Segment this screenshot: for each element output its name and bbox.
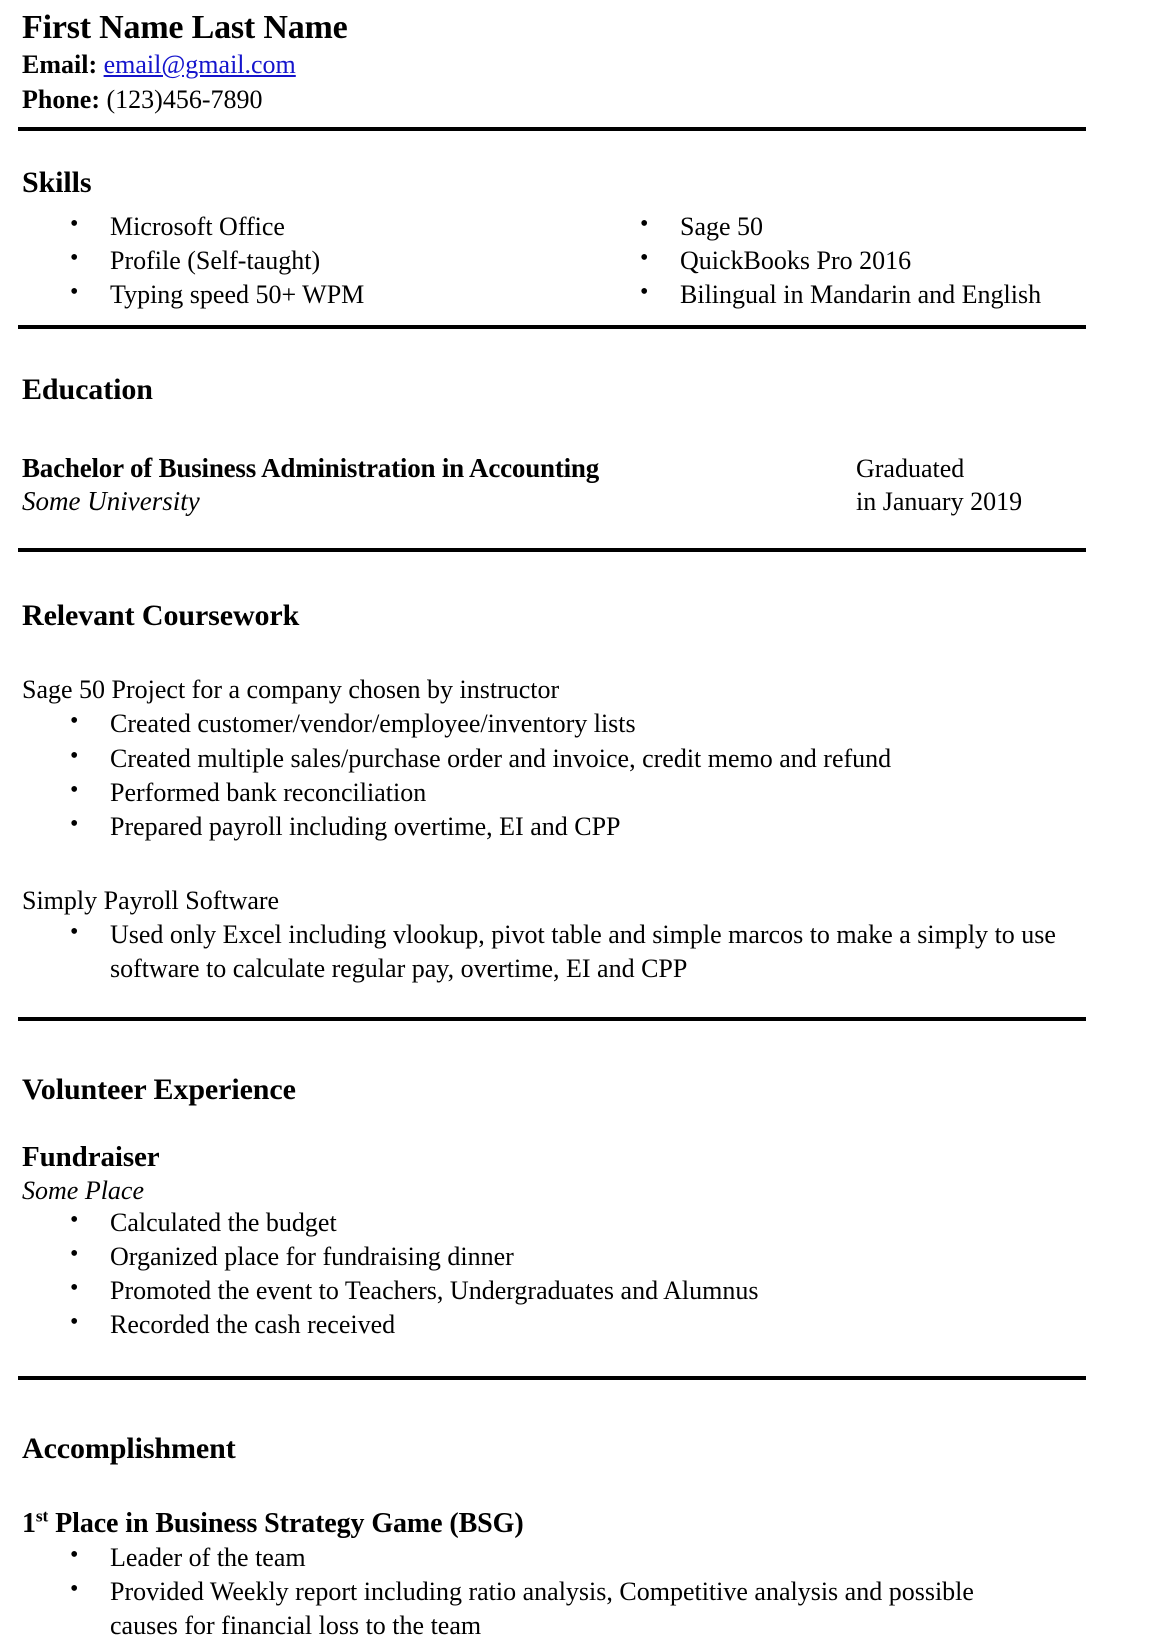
list-item: • Performed bank reconciliation	[22, 776, 1090, 810]
section-coursework	[22, 598, 1090, 985]
skills-column-1	[22, 210, 556, 312]
skills-list-1	[22, 210, 556, 312]
coursework-project-2-title: Simply Payroll Software	[22, 885, 280, 915]
coursework-project-1-title: Sage 50 Project for a company chosen by instructor	[22, 675, 560, 705]
education-heading: Education	[22, 373, 153, 407]
education-date	[856, 452, 1090, 518]
volunteer-place: Some Place	[22, 1175, 145, 1205]
list-item: • Organized place for fundraising dinner	[22, 1240, 1090, 1274]
section-accomplishment	[22, 1431, 1090, 1643]
volunteer-heading: Volunteer Experience	[22, 1072, 296, 1106]
accomplishment-award-title	[22, 1507, 1090, 1541]
award-number: 1	[22, 1507, 36, 1539]
list-item: • Created multiple sales/purchase order and invoice, credit memo and refund	[22, 742, 1090, 776]
list-item: • Promoted the event to Teachers, Undergraduates and Alumnus	[22, 1274, 1090, 1308]
list-item: • Recorded the cash received	[22, 1308, 1090, 1342]
skills-columns	[22, 210, 1090, 312]
education-date-line-2: in January 2019	[856, 487, 1023, 517]
list-item: • Calculated the budget	[22, 1206, 1090, 1240]
list-item-line-2: to use software to calculate regular pay, overtime, EI and CPP	[110, 919, 1056, 983]
education-school: Some University	[22, 486, 200, 517]
divider-after-skills	[18, 325, 1086, 329]
education-entry	[22, 452, 1090, 518]
award-ordinal-suffix: st	[35, 1506, 49, 1526]
phone-value: (123)456-7890	[106, 84, 263, 114]
list-item: • Sage 50	[592, 210, 1090, 244]
award-title-rest: Place in Business Strategy Game (BSG)	[48, 1507, 524, 1539]
coursework-project-2-list	[22, 918, 1090, 986]
list-item: • Profile (Self-taught)	[22, 244, 556, 278]
email-link[interactable]: email@gmail.com	[103, 50, 296, 80]
list-item: • QuickBooks Pro 2016	[592, 244, 1090, 278]
volunteer-role: Fundraiser	[22, 1140, 160, 1173]
volunteer-list	[22, 1206, 1090, 1342]
skills-list-2	[592, 210, 1090, 312]
coursework-project-1-list	[22, 707, 1090, 843]
list-item: • Typing speed 50+ WPM	[22, 278, 556, 312]
divider-after-volunteer	[18, 1376, 1086, 1380]
coursework-heading: Relevant Coursework	[22, 599, 300, 633]
divider-after-header	[18, 127, 1086, 131]
list-item-line-1: Used only Excel including vlookup, pivot table and simple marcos to make a simply	[110, 919, 989, 949]
list-item	[22, 918, 1090, 986]
list-item: • Leader of the team	[22, 1541, 1090, 1575]
list-item: • Prepared payroll including overtime, EI and CPP	[22, 810, 1090, 844]
divider-after-education	[18, 548, 1086, 552]
list-item: • Microsoft Office	[22, 210, 556, 244]
divider-after-coursework	[18, 1017, 1086, 1021]
section-education	[22, 372, 1090, 518]
resume-header	[22, 8, 1090, 117]
email-label: Email:	[22, 50, 98, 80]
accomplishment-list	[22, 1541, 1090, 1643]
skills-column-2	[556, 210, 1090, 312]
skills-heading: Skills	[22, 166, 92, 200]
list-item-line-2: causes for financial loss to the team	[110, 1610, 482, 1640]
list-item	[22, 1575, 1090, 1643]
list-item-line-1: Provided Weekly report including ratio analysis, Competitive analysis and possible	[110, 1576, 974, 1606]
list-item: • Created customer/vendor/employee/inventory lists	[22, 707, 1090, 741]
list-item: • Bilingual in Mandarin and English	[592, 278, 1090, 312]
phone-label: Phone:	[22, 84, 100, 114]
email-line	[22, 48, 1090, 83]
education-entry-main	[22, 452, 856, 518]
candidate-name: First Name Last Name	[22, 9, 348, 46]
section-skills	[22, 165, 1090, 312]
accomplishment-heading: Accomplishment	[22, 1431, 236, 1465]
section-volunteer	[22, 1072, 1090, 1342]
education-degree: Bachelor of Business Administration in Accounting	[22, 453, 600, 484]
phone-line	[22, 83, 1090, 118]
education-date-line-1: Graduated	[856, 454, 965, 484]
